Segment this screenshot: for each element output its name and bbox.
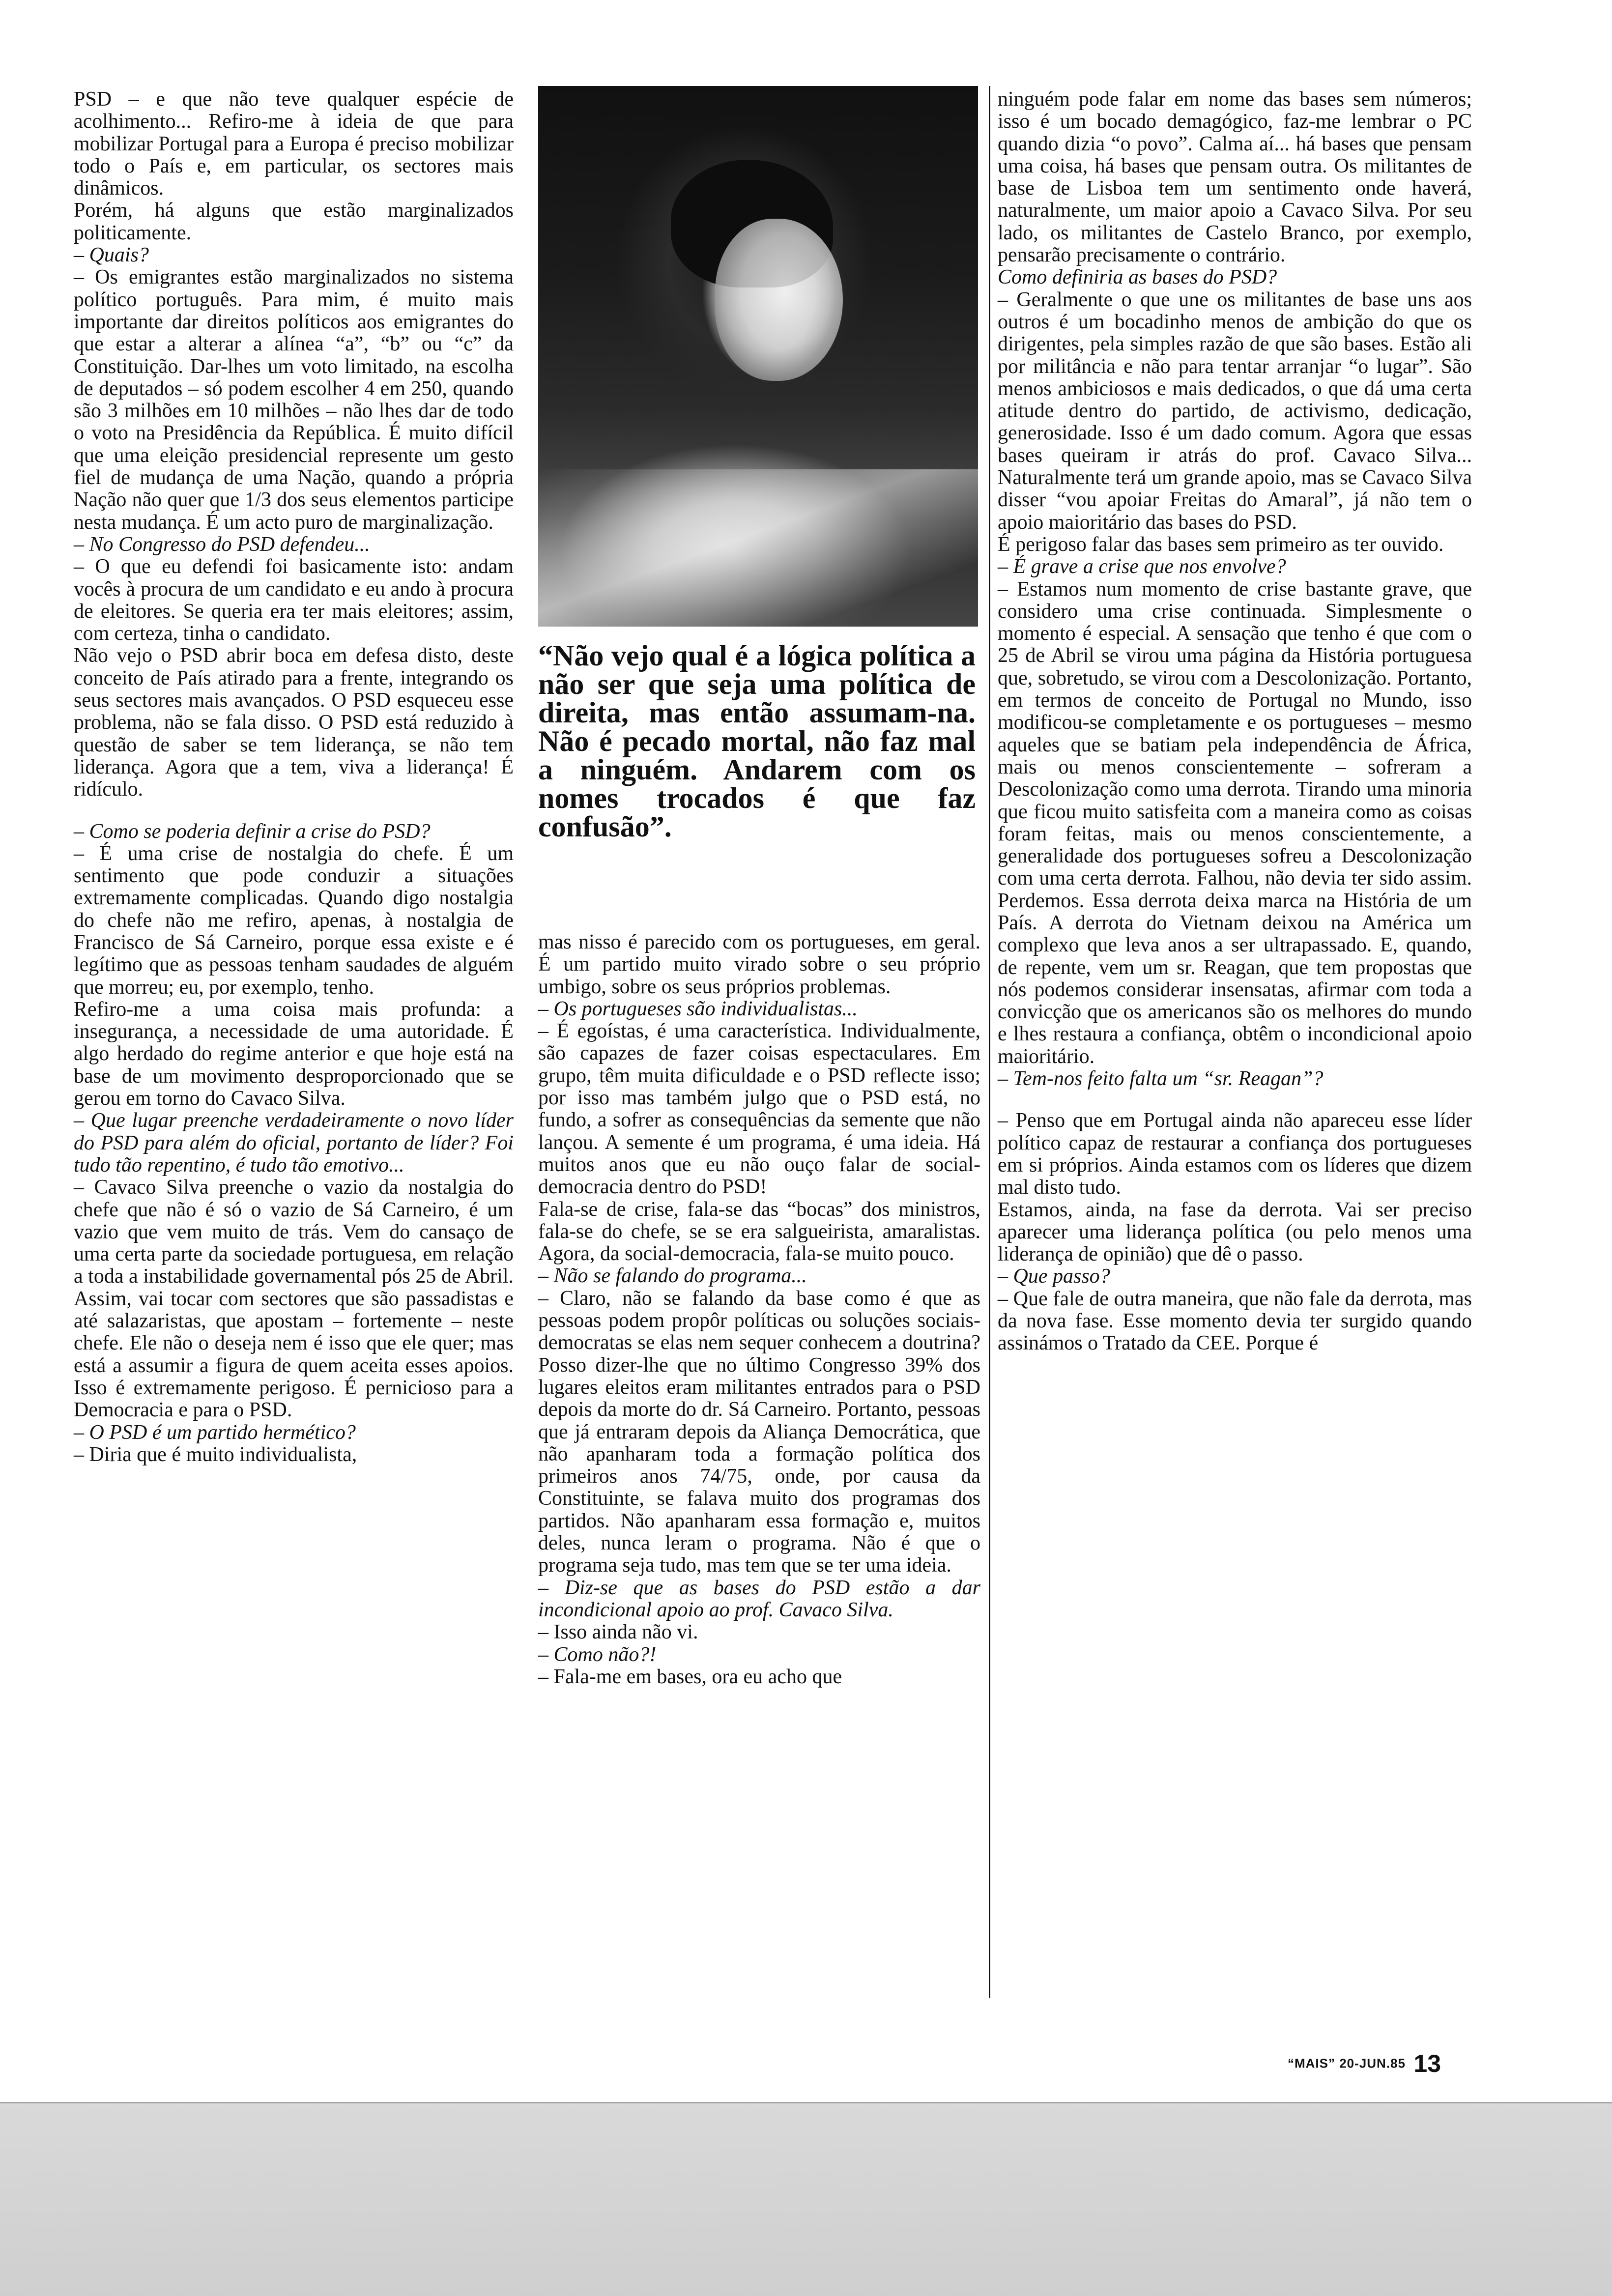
article-column-1 [74, 88, 514, 1466]
article-paragraph: Não vejo o PSD abrir boca em defesa disto, deste conceito de País atirado para a frente, integrando os seus sectores mais avançados. O PSD esqueceu esse problema, não se fala disso. O PSD está reduzido à questão de saber se tem liderança, se não tem liderança. Agora que a tem, viva a liderança! É ridículo. [74, 644, 514, 801]
article-paragraph: – Diria que é muito individualista, [74, 1443, 357, 1466]
article-paragraph: – Cavaco Silva preenche o vazio da nostalgia do chefe que não é só o vazio de Sá Carneiro, é um vazio que vem muito de trás. Vem do cansaço de uma certa parte da sociedade portuguesa, em relação a toda a instabilidade governamental pós 25 de Abril. Assim, vai tocar com sectores que são passadistas e até salazaristas, que apostam – fortemente – neste chefe. Ele não o deseja nem é isso que ele quer; mas está a assumir a figura de quem aceita esses apoios. Isso é extremamente perigoso. É pernicioso para a Democracia e para o PSD. [74, 1176, 514, 1422]
interview-question: – Os portugueses são individualistas... [538, 997, 858, 1020]
article-paragraph: – Estamos num momento de crise bastante grave, que considero uma crise continuada. Simplesmente o momento é especial. A sensação que tenho é que com o 25 de Abril se virou uma página da História portuguesa que, sobretudo, se virou com a Descolonização. Portanto, em termos de conceito de Portugal no Mundo, isso modificou-se completamente e os portugueses – mesmo aqueles que se batiam pela independência de África, mais ou menos conscientemente – sofreram a Descolonização como uma derrota. Tirando uma minoria que ficou muito satisfeita com a maneira como as coisas foram feitas, mais ou menos conscientemente, a generalidade dos portugueses sofreu a Descolonização com uma certa derrota. Falhou, não devia ter sido assim. Perdemos. Essa derrota deixa marca na História de um País. A derrota do Vietnam deixou na América um complexo que leva anos a ser ultrapassado. E, quando, de repente, vem um sr. Reagan, que tem propostas que nós podemos considerar insensatas, afirmar com toda a convicção que os americanos são os melhores do mundo e lhes restaura a confiança, obtêm o incondicional apoio maioritário. [998, 577, 1472, 1068]
publication-date-tag: “MAIS” 20-JUN.85 [1288, 2056, 1406, 2071]
interview-question: – Que passo? [998, 1265, 1110, 1288]
article-paragraph: – É uma crise de nostalgia do chefe. É um sentimento que pode conduzir a situações extremamente complicadas. Quando digo nostalgia do chefe não me refiro, apenas, à nostalgia de Francisco de Sá Carneiro, porque essa existe e é legítimo que as pessoas tenham saudades de alguém que morreu; eu, por exemplo, tenho. [74, 842, 514, 999]
page-number: 13 [1413, 2050, 1441, 2077]
pull-quote: “Não vejo qual é a lógica política a não ser que seja uma política de direita, mas então assumam-na. Não é pecado mortal, não faz mal a ninguém. Andarem com os nomes trocados é que faz confusão”. [538, 639, 976, 843]
article-paragraph: – Fala-me em bases, ora eu acho que [538, 1665, 842, 1688]
article-paragraph: mas nisso é parecido com os portugueses, em geral. É um partido muito virado sobre o seu próprio umbigo, sobre os seus próprios problemas. [538, 931, 980, 998]
interview-question: – Diz-se que as bases do PSD estão a dar incondicional apoio ao prof. Cavaco Silva. [538, 1576, 980, 1621]
article-paragraph: Estamos, ainda, na fase da derrota. Vai ser preciso aparecer uma liderança política (ou pelo menos uma liderança de opinião) que dê o passo. [998, 1198, 1472, 1266]
photo-shoulder-shape [538, 469, 978, 627]
interview-question: – Como se poderia definir a crise do PSD? [74, 820, 431, 843]
article-column-3 [998, 88, 1472, 1355]
article-paragraph: Fala-se de crise, fala-se das “bocas” dos ministros, fala-se do chefe, se se era salgueirista, amaralistas. Agora, da social-democracia, fala-se muito pouco. [538, 1198, 980, 1265]
article-paragraph: – Que fale de outra maneira, que não fale da derrota, mas da nova fase. Esse momento devia ter surgido quando assinámos o Tratado da CEE. Porque é [998, 1287, 1472, 1355]
interview-question: – No Congresso do PSD defendeu... [74, 533, 370, 556]
interview-question: – Que lugar preenche verdadeiramente o novo líder do PSD para além do oficial, portanto de líder? Foi tudo tão repentino, é tudo tão emotivo... [74, 1109, 514, 1177]
article-paragraph: – Os emigrantes estão marginalizados no sistema político português. Para mim, é muito mais importante dar direitos políticos aos emigrantes do que estar a alterar a alínea “a”, “b” ou “c” da Constituição. Dar-lhes um voto limitado, na escolha de deputados – só podem escolher 4 em 250, quando são 3 milhões em 10 milhões – não lhes dar de todo o voto na Presidência da República. É muito difícil que uma eleição presidencial represente um gesto fiel de mudança de uma Nação, quando a própria Nação não quer que 1/3 dos seus elementos participe nesta mudança. É um acto puro de marginalização. [74, 266, 514, 534]
article-paragraph: PSD – e que não teve qualquer espécie de acolhimento... Refiro-me à ideia de que para mobilizar Portugal para a Europa é preciso mobilizar todo o País e, em particular, os sectores mais dinâmicos. [74, 88, 514, 200]
page-footer [1288, 2049, 1441, 2078]
interview-question: – Tem-nos feito falta um “sr. Reagan”? [998, 1067, 1324, 1091]
interview-question: – Quais? [74, 244, 149, 267]
article-paragraph: – O que eu defendi foi basicamente isto: andam vocês à procura de um candidato e eu ando à procura de eleitores. Se queria era ter mais eleitores; assim, com certeza, tinha o candidato. [74, 555, 514, 645]
interview-question: – Não se falando do programa... [538, 1264, 807, 1288]
article-column-2 [538, 931, 980, 1688]
article-paragraph: É perigoso falar das bases sem primeiro as ter ouvido. [998, 533, 1444, 556]
column-divider [989, 86, 990, 1998]
scan-margin [0, 2103, 1612, 2296]
article-paragraph: ninguém pode falar em nome das bases sem números; isso é um bocado demagógico, faz-me lembrar o PC quando dizia “o povo”. Calma aí... há bases que pensam uma coisa, há bases que pensam outra. Os militantes de base de Lisboa tem um sentimento onde haverá, naturalmente, um maior apoio a Cavaco Silva. Por seu lado, os militantes de Castelo Branco, por exemplo, pensarão precisamente o contrário. [998, 88, 1472, 267]
interview-question: Como definiria as bases do PSD? [998, 266, 1277, 289]
article-paragraph: – Isso ainda não vi. [538, 1621, 698, 1644]
article-paragraph: – Geralmente o que une os militantes de base uns aos outros é um bocadinho menos de ambição do que os dirigentes, pela simples razão de que são bases. Estão ali por militância e não para tentar arranjar “o lugar”. São menos ambiciosos e mais dedicados, o que dá uma certa atitude dentro do partido, de activismo, dedicação, generosidade. Isso é um dado comum. Agora que essas bases queiram ir atrás do prof. Cavaco Silva... Naturalmente terá um grande apoio, mas se Cavaco Silva disser “vou apoiar Freitas do Amaral”, já não tem o apoio maioritário das bases do PSD. [998, 288, 1472, 534]
interview-question: – É grave a crise que nos envolve? [998, 555, 1286, 578]
article-paragraph: Refiro-me a uma coisa mais profunda: a insegurança, a necessidade de uma autoridade. É algo herdado do regime anterior e que hoje está na base de um movimento desproporcionado que se gerou em torno do Cavaco Silva. [74, 998, 514, 1110]
interview-portrait-photo [538, 86, 978, 627]
interview-question: – Como não?! [538, 1643, 657, 1666]
article-paragraph: Porém, há alguns que estão marginalizados politicamente. [74, 199, 514, 244]
photo-face-shape [715, 219, 843, 381]
article-paragraph: – Penso que em Portugal ainda não apareceu esse líder político capaz de restaurar a confiança dos portugueses em si próprios. Ainda estamos com os líderes que dizem mal disto tudo. [998, 1109, 1472, 1199]
article-paragraph: – Claro, não se falando da base como é que as pessoas podem propôr políticas ou soluções sociais-democratas se elas nem sequer conhecem a doutrina? Posso dizer-lhe que no último Congresso 39% dos lugares eleitos eram militantes entrados para o PSD depois da morte do dr. Sá Carneiro. Portanto, pessoas que já entraram depois da Aliança Democrática, que não apanharam toda a formação política dos primeiros anos 74/75, onde, por causa da Constituinte, se falava muito dos programas dos partidos. Não apanharam essa formação e, muitos deles, nunca leram o programa. Não é que o programa seja tudo, mas tem que se ter uma ideia. [538, 1287, 980, 1577]
article-paragraph: – É egoístas, é uma característica. Individualmente, são capazes de fazer coisas espectaculares. Em grupo, têm muita dificuldade e o PSD reflecte isso; por isso mas também julgo que o PSD está, no fundo, a sofrer as consequências da semente que não lançou. A semente é um programa, é uma ideia. Há muitos anos que eu não ouço falar de social-democracia dentro do PSD! [538, 1020, 980, 1199]
interview-question: – O PSD é um partido hermético? [74, 1421, 356, 1444]
